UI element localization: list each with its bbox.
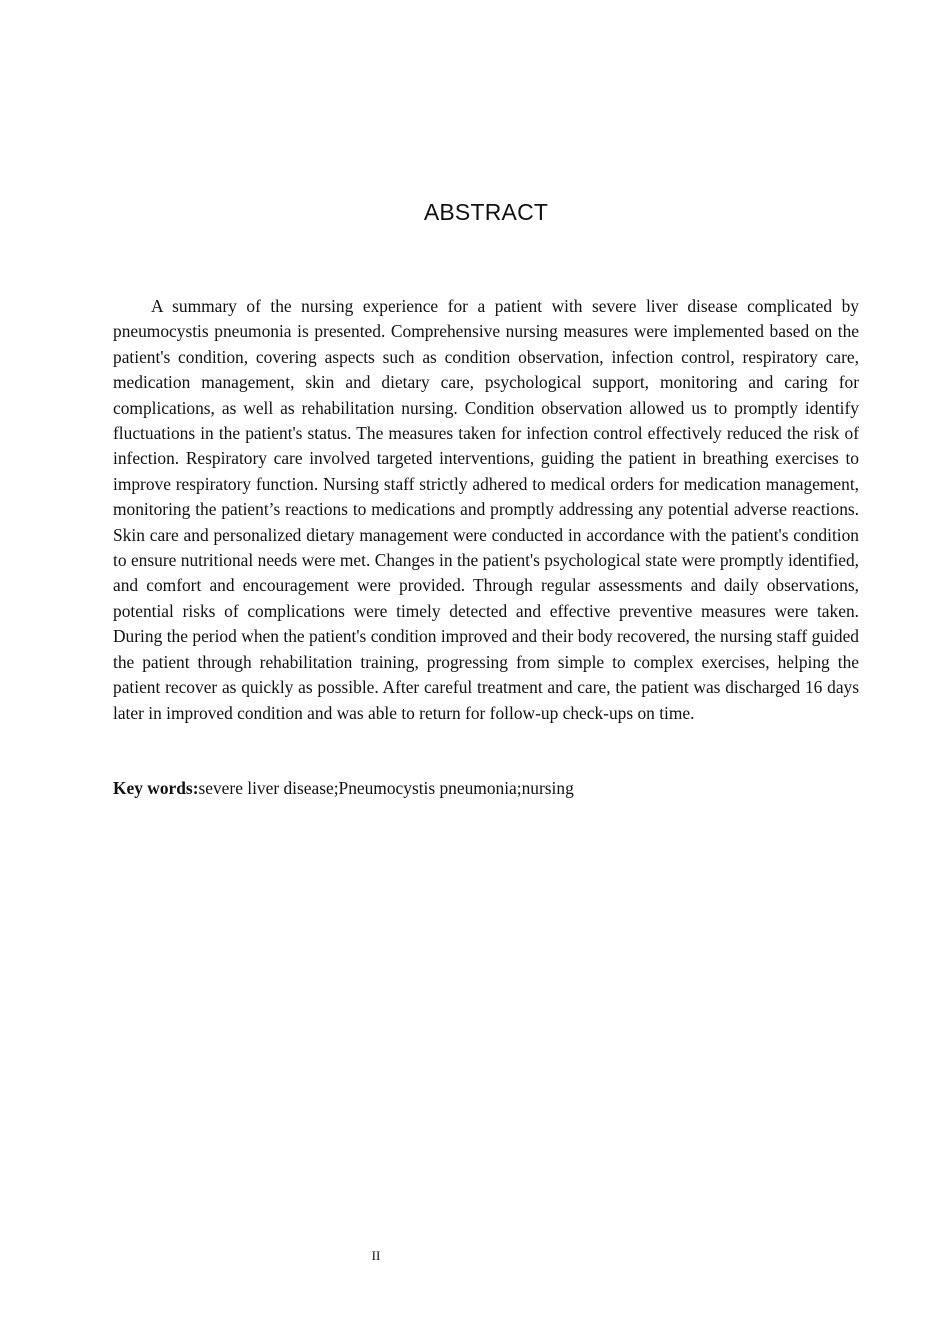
abstract-title: ABSTRACT [423,199,549,225]
keywords-line [113,776,859,801]
page-number: II [371,1248,381,1263]
keywords-text: severe liver disease;Pneumocystis pneumonia;nursing [198,778,574,798]
keywords-label: Key words: [113,778,199,798]
abstract-paragraph: A summary of the nursing experience for a patient with severe liver disease complicated by pneumocystis pneumonia is presented. Comprehensive nursing measures were implemented based on the patient's condition, covering aspects such as condition observation, infection control, respiratory care, medication management, skin and dietary care, psychological support, monitoring and caring for complications, as well as rehabilitation nursing. Condition observation allowed us to promptly identify fluctuations in the patient's status. The measures taken for infection control effectively reduced the risk of infection. Respiratory care involved targeted interventions, guiding the patient in breathing exercises to improve respiratory function. Nursing staff strictly adhered to medical orders for medication management, monitoring the patient’s reactions to medications and promptly addressing any potential adverse reactions. Skin care and personalized dietary management were conducted in accordance with the patient's condition to ensure nutritional needs were met. Changes in the patient's psychological state were promptly identified, and comfort and encouragement were provided. Through regular assessments and daily observations, potential risks of complications were timely detected and effective preventive measures were taken. During the period when the patient's condition improved and their body recovered, the nursing staff guided the patient through rehabilitation training, progressing from simple to complex exercises, helping the patient recover as quickly as possible. After careful treatment and care, the patient was discharged 16 days later in improved condition and was able to return for follow-up check-ups on time. [113,296,859,723]
